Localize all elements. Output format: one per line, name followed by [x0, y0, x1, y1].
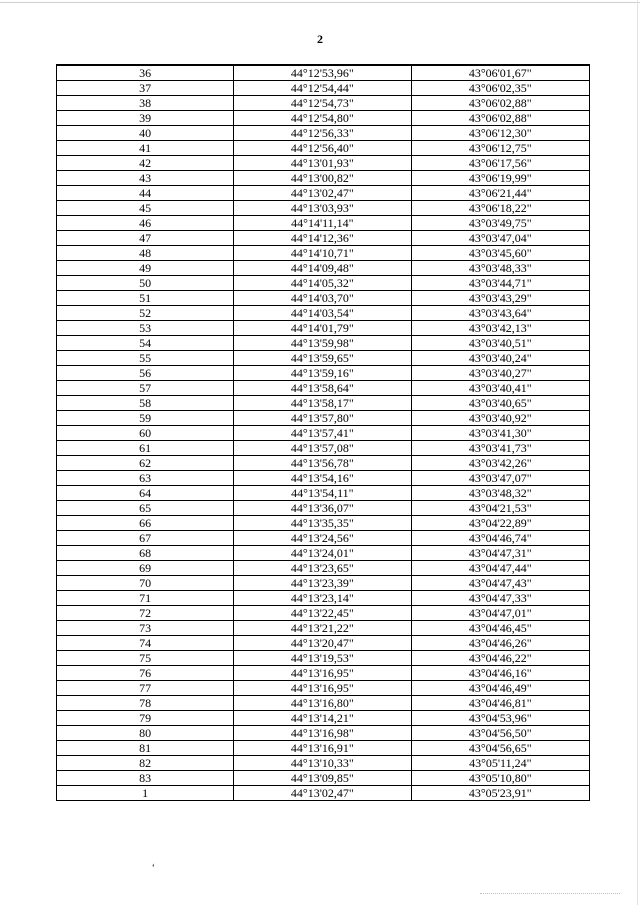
point-number-cell: 39 — [57, 111, 234, 126]
longitude-cell: 43°04'46,81" — [411, 696, 589, 711]
longitude-cell: 43°03'40,27" — [411, 366, 589, 381]
table-row — [57, 516, 590, 531]
table-row — [57, 696, 590, 711]
latitude-cell: 44°13'16,95" — [234, 666, 411, 681]
table-row — [57, 621, 590, 636]
longitude-cell: 43°03'41,30" — [411, 426, 589, 441]
latitude-cell: 44°12'54,44" — [234, 81, 411, 96]
latitude-cell: 44°14'12,36" — [234, 231, 411, 246]
point-number-cell: 52 — [57, 306, 234, 321]
point-number-cell: 48 — [57, 246, 234, 261]
longitude-cell: 43°06'17,56" — [411, 156, 589, 171]
latitude-cell: 44°13'23,14" — [234, 591, 411, 606]
latitude-cell: 44°12'54,80" — [234, 111, 411, 126]
point-number-cell: 45 — [57, 201, 234, 216]
coordinates-table-body — [57, 65, 590, 801]
point-number-cell: 75 — [57, 651, 234, 666]
point-number-cell: 61 — [57, 441, 234, 456]
point-number-cell: 80 — [57, 726, 234, 741]
longitude-cell: 43°06'12,30" — [411, 126, 589, 141]
longitude-cell: 43°04'47,01" — [411, 606, 589, 621]
longitude-cell: 43°04'47,43" — [411, 576, 589, 591]
point-number-cell: 40 — [57, 126, 234, 141]
longitude-cell: 43°04'47,44" — [411, 561, 589, 576]
table-row — [57, 576, 590, 591]
latitude-cell: 44°13'54,16" — [234, 471, 411, 486]
table-row — [57, 96, 590, 111]
longitude-cell: 43°06'18,22" — [411, 201, 589, 216]
longitude-cell: 43°03'40,92" — [411, 411, 589, 426]
longitude-cell: 43°04'46,74" — [411, 531, 589, 546]
table-row — [57, 261, 590, 276]
table-row — [57, 381, 590, 396]
table-row — [57, 546, 590, 561]
point-number-cell: 53 — [57, 321, 234, 336]
table-row — [57, 471, 590, 486]
table-row — [57, 711, 590, 726]
table-row — [57, 561, 590, 576]
coordinates-table — [56, 64, 590, 801]
longitude-cell: 43°05'23,91" — [411, 786, 589, 801]
table-row — [57, 81, 590, 96]
latitude-cell: 44°13'00,82" — [234, 171, 411, 186]
latitude-cell: 44°13'14,21" — [234, 711, 411, 726]
table-row — [57, 276, 590, 291]
point-number-cell: 82 — [57, 756, 234, 771]
longitude-cell: 43°03'44,71" — [411, 276, 589, 291]
longitude-cell: 43°04'46,22" — [411, 651, 589, 666]
point-number-cell: 64 — [57, 486, 234, 501]
table-row — [57, 426, 590, 441]
latitude-cell: 44°13'19,53" — [234, 651, 411, 666]
point-number-cell: 51 — [57, 291, 234, 306]
table-row — [57, 126, 590, 141]
point-number-cell: 62 — [57, 456, 234, 471]
point-number-cell: 69 — [57, 561, 234, 576]
longitude-cell: 43°06'21,44" — [411, 186, 589, 201]
point-number-cell: 56 — [57, 366, 234, 381]
longitude-cell: 43°06'02,88" — [411, 96, 589, 111]
longitude-cell: 43°05'11,24" — [411, 756, 589, 771]
latitude-cell: 44°13'01,93" — [234, 156, 411, 171]
longitude-cell: 43°04'46,26" — [411, 636, 589, 651]
longitude-cell: 43°03'40,24" — [411, 351, 589, 366]
latitude-cell: 44°13'23,65" — [234, 561, 411, 576]
point-number-cell: 60 — [57, 426, 234, 441]
table-row — [57, 666, 590, 681]
latitude-cell: 44°12'56,40" — [234, 141, 411, 156]
point-number-cell: 67 — [57, 531, 234, 546]
latitude-cell: 44°13'36,07" — [234, 501, 411, 516]
latitude-cell: 44°13'35,35" — [234, 516, 411, 531]
stray-pen-mark: ʻ — [151, 862, 155, 874]
table-row — [57, 501, 590, 516]
latitude-cell: 44°13'59,65" — [234, 351, 411, 366]
table-row — [57, 111, 590, 126]
latitude-cell: 44°13'16,95" — [234, 681, 411, 696]
table-row — [57, 531, 590, 546]
latitude-cell: 44°13'24,56" — [234, 531, 411, 546]
longitude-cell: 43°04'53,96" — [411, 711, 589, 726]
latitude-cell: 44°14'03,54" — [234, 306, 411, 321]
latitude-cell: 44°12'53,96" — [234, 65, 411, 81]
latitude-cell: 44°12'54,73" — [234, 96, 411, 111]
longitude-cell: 43°06'12,75" — [411, 141, 589, 156]
table-row — [57, 681, 590, 696]
point-number-cell: 36 — [57, 65, 234, 81]
point-number-cell: 63 — [57, 471, 234, 486]
longitude-cell: 43°04'47,33" — [411, 591, 589, 606]
point-number-cell: 74 — [57, 636, 234, 651]
table-row — [57, 771, 590, 786]
longitude-cell: 43°04'46,16" — [411, 666, 589, 681]
latitude-cell: 44°13'54,11" — [234, 486, 411, 501]
latitude-cell: 44°14'09,48" — [234, 261, 411, 276]
longitude-cell: 43°04'22,89" — [411, 516, 589, 531]
point-number-cell: 50 — [57, 276, 234, 291]
table-row — [57, 171, 590, 186]
latitude-cell: 44°13'10,33" — [234, 756, 411, 771]
latitude-cell: 44°12'56,33" — [234, 126, 411, 141]
latitude-cell: 44°14'03,70" — [234, 291, 411, 306]
point-number-cell: 58 — [57, 396, 234, 411]
table-row — [57, 486, 590, 501]
longitude-cell: 43°03'43,64" — [411, 306, 589, 321]
longitude-cell: 43°03'48,32" — [411, 486, 589, 501]
longitude-cell: 43°05'10,80" — [411, 771, 589, 786]
latitude-cell: 44°13'16,80" — [234, 696, 411, 711]
table-row — [57, 591, 590, 606]
table-row — [57, 306, 590, 321]
point-number-cell: 47 — [57, 231, 234, 246]
latitude-cell: 44°13'59,16" — [234, 366, 411, 381]
longitude-cell: 43°04'47,31" — [411, 546, 589, 561]
point-number-cell: 59 — [57, 411, 234, 426]
longitude-cell: 43°03'49,75" — [411, 216, 589, 231]
table-row — [57, 291, 590, 306]
latitude-cell: 44°13'16,91" — [234, 741, 411, 756]
longitude-cell: 43°03'47,04" — [411, 231, 589, 246]
table-row — [57, 636, 590, 651]
latitude-cell: 44°13'22,45" — [234, 606, 411, 621]
latitude-cell: 44°13'24,01" — [234, 546, 411, 561]
latitude-cell: 44°13'23,39" — [234, 576, 411, 591]
point-number-cell: 76 — [57, 666, 234, 681]
table-row — [57, 65, 590, 81]
point-number-cell: 44 — [57, 186, 234, 201]
longitude-cell: 43°03'43,29" — [411, 291, 589, 306]
latitude-cell: 44°14'05,32" — [234, 276, 411, 291]
longitude-cell: 43°03'40,41" — [411, 381, 589, 396]
table-row — [57, 786, 590, 801]
table-row — [57, 741, 590, 756]
latitude-cell: 44°14'10,71" — [234, 246, 411, 261]
longitude-cell: 43°03'40,51" — [411, 336, 589, 351]
longitude-cell: 43°06'02,88" — [411, 111, 589, 126]
table-row — [57, 141, 590, 156]
latitude-cell: 44°13'02,47" — [234, 186, 411, 201]
longitude-cell: 43°04'56,65" — [411, 741, 589, 756]
point-number-cell: 73 — [57, 621, 234, 636]
table-row — [57, 216, 590, 231]
point-number-cell: 65 — [57, 501, 234, 516]
latitude-cell: 44°13'58,17" — [234, 396, 411, 411]
scan-edge-bottom — [480, 893, 620, 894]
table-row — [57, 366, 590, 381]
longitude-cell: 43°03'45,60" — [411, 246, 589, 261]
point-number-cell: 55 — [57, 351, 234, 366]
table-row — [57, 756, 590, 771]
point-number-cell: 54 — [57, 336, 234, 351]
table-row — [57, 156, 590, 171]
latitude-cell: 44°14'11,14" — [234, 216, 411, 231]
point-number-cell: 46 — [57, 216, 234, 231]
table-row — [57, 246, 590, 261]
point-number-cell: 43 — [57, 171, 234, 186]
longitude-cell: 43°03'48,33" — [411, 261, 589, 276]
scan-edge-top — [0, 2, 640, 3]
longitude-cell: 43°03'47,07" — [411, 471, 589, 486]
table-row — [57, 441, 590, 456]
point-number-cell: 72 — [57, 606, 234, 621]
longitude-cell: 43°03'42,13" — [411, 321, 589, 336]
table-row — [57, 186, 590, 201]
longitude-cell: 43°04'46,45" — [411, 621, 589, 636]
table-row — [57, 651, 590, 666]
point-number-cell: 41 — [57, 141, 234, 156]
point-number-cell: 38 — [57, 96, 234, 111]
longitude-cell: 43°04'56,50" — [411, 726, 589, 741]
latitude-cell: 44°13'09,85" — [234, 771, 411, 786]
point-number-cell: 71 — [57, 591, 234, 606]
latitude-cell: 44°13'57,08" — [234, 441, 411, 456]
longitude-cell: 43°04'21,53" — [411, 501, 589, 516]
table-row — [57, 321, 590, 336]
latitude-cell: 44°13'16,98" — [234, 726, 411, 741]
table-row — [57, 606, 590, 621]
table-row — [57, 726, 590, 741]
latitude-cell: 44°13'20,47" — [234, 636, 411, 651]
table-row — [57, 201, 590, 216]
latitude-cell: 44°13'56,78" — [234, 456, 411, 471]
table-row — [57, 411, 590, 426]
point-number-cell: 83 — [57, 771, 234, 786]
latitude-cell: 44°13'57,80" — [234, 411, 411, 426]
latitude-cell: 44°14'01,79" — [234, 321, 411, 336]
longitude-cell: 43°03'41,73" — [411, 441, 589, 456]
latitude-cell: 44°13'03,93" — [234, 201, 411, 216]
point-number-cell: 79 — [57, 711, 234, 726]
point-number-cell: 1 — [57, 786, 234, 801]
point-number-cell: 42 — [57, 156, 234, 171]
longitude-cell: 43°03'40,65" — [411, 396, 589, 411]
latitude-cell: 44°13'58,64" — [234, 381, 411, 396]
point-number-cell: 77 — [57, 681, 234, 696]
point-number-cell: 37 — [57, 81, 234, 96]
table-row — [57, 336, 590, 351]
table-row — [57, 231, 590, 246]
latitude-cell: 44°13'02,47" — [234, 786, 411, 801]
longitude-cell: 43°06'19,99" — [411, 171, 589, 186]
point-number-cell: 78 — [57, 696, 234, 711]
scan-edge-right — [637, 0, 638, 905]
point-number-cell: 66 — [57, 516, 234, 531]
latitude-cell: 44°13'57,41" — [234, 426, 411, 441]
point-number-cell: 81 — [57, 741, 234, 756]
longitude-cell: 43°06'01,67" — [411, 65, 589, 81]
table-row — [57, 396, 590, 411]
longitude-cell: 43°03'42,26" — [411, 456, 589, 471]
point-number-cell: 68 — [57, 546, 234, 561]
longitude-cell: 43°06'02,35" — [411, 81, 589, 96]
page-number: 2 — [317, 32, 323, 46]
table-row — [57, 456, 590, 471]
point-number-cell: 57 — [57, 381, 234, 396]
table-row — [57, 351, 590, 366]
latitude-cell: 44°13'21,22" — [234, 621, 411, 636]
latitude-cell: 44°13'59,98" — [234, 336, 411, 351]
point-number-cell: 49 — [57, 261, 234, 276]
point-number-cell: 70 — [57, 576, 234, 591]
longitude-cell: 43°04'46,49" — [411, 681, 589, 696]
